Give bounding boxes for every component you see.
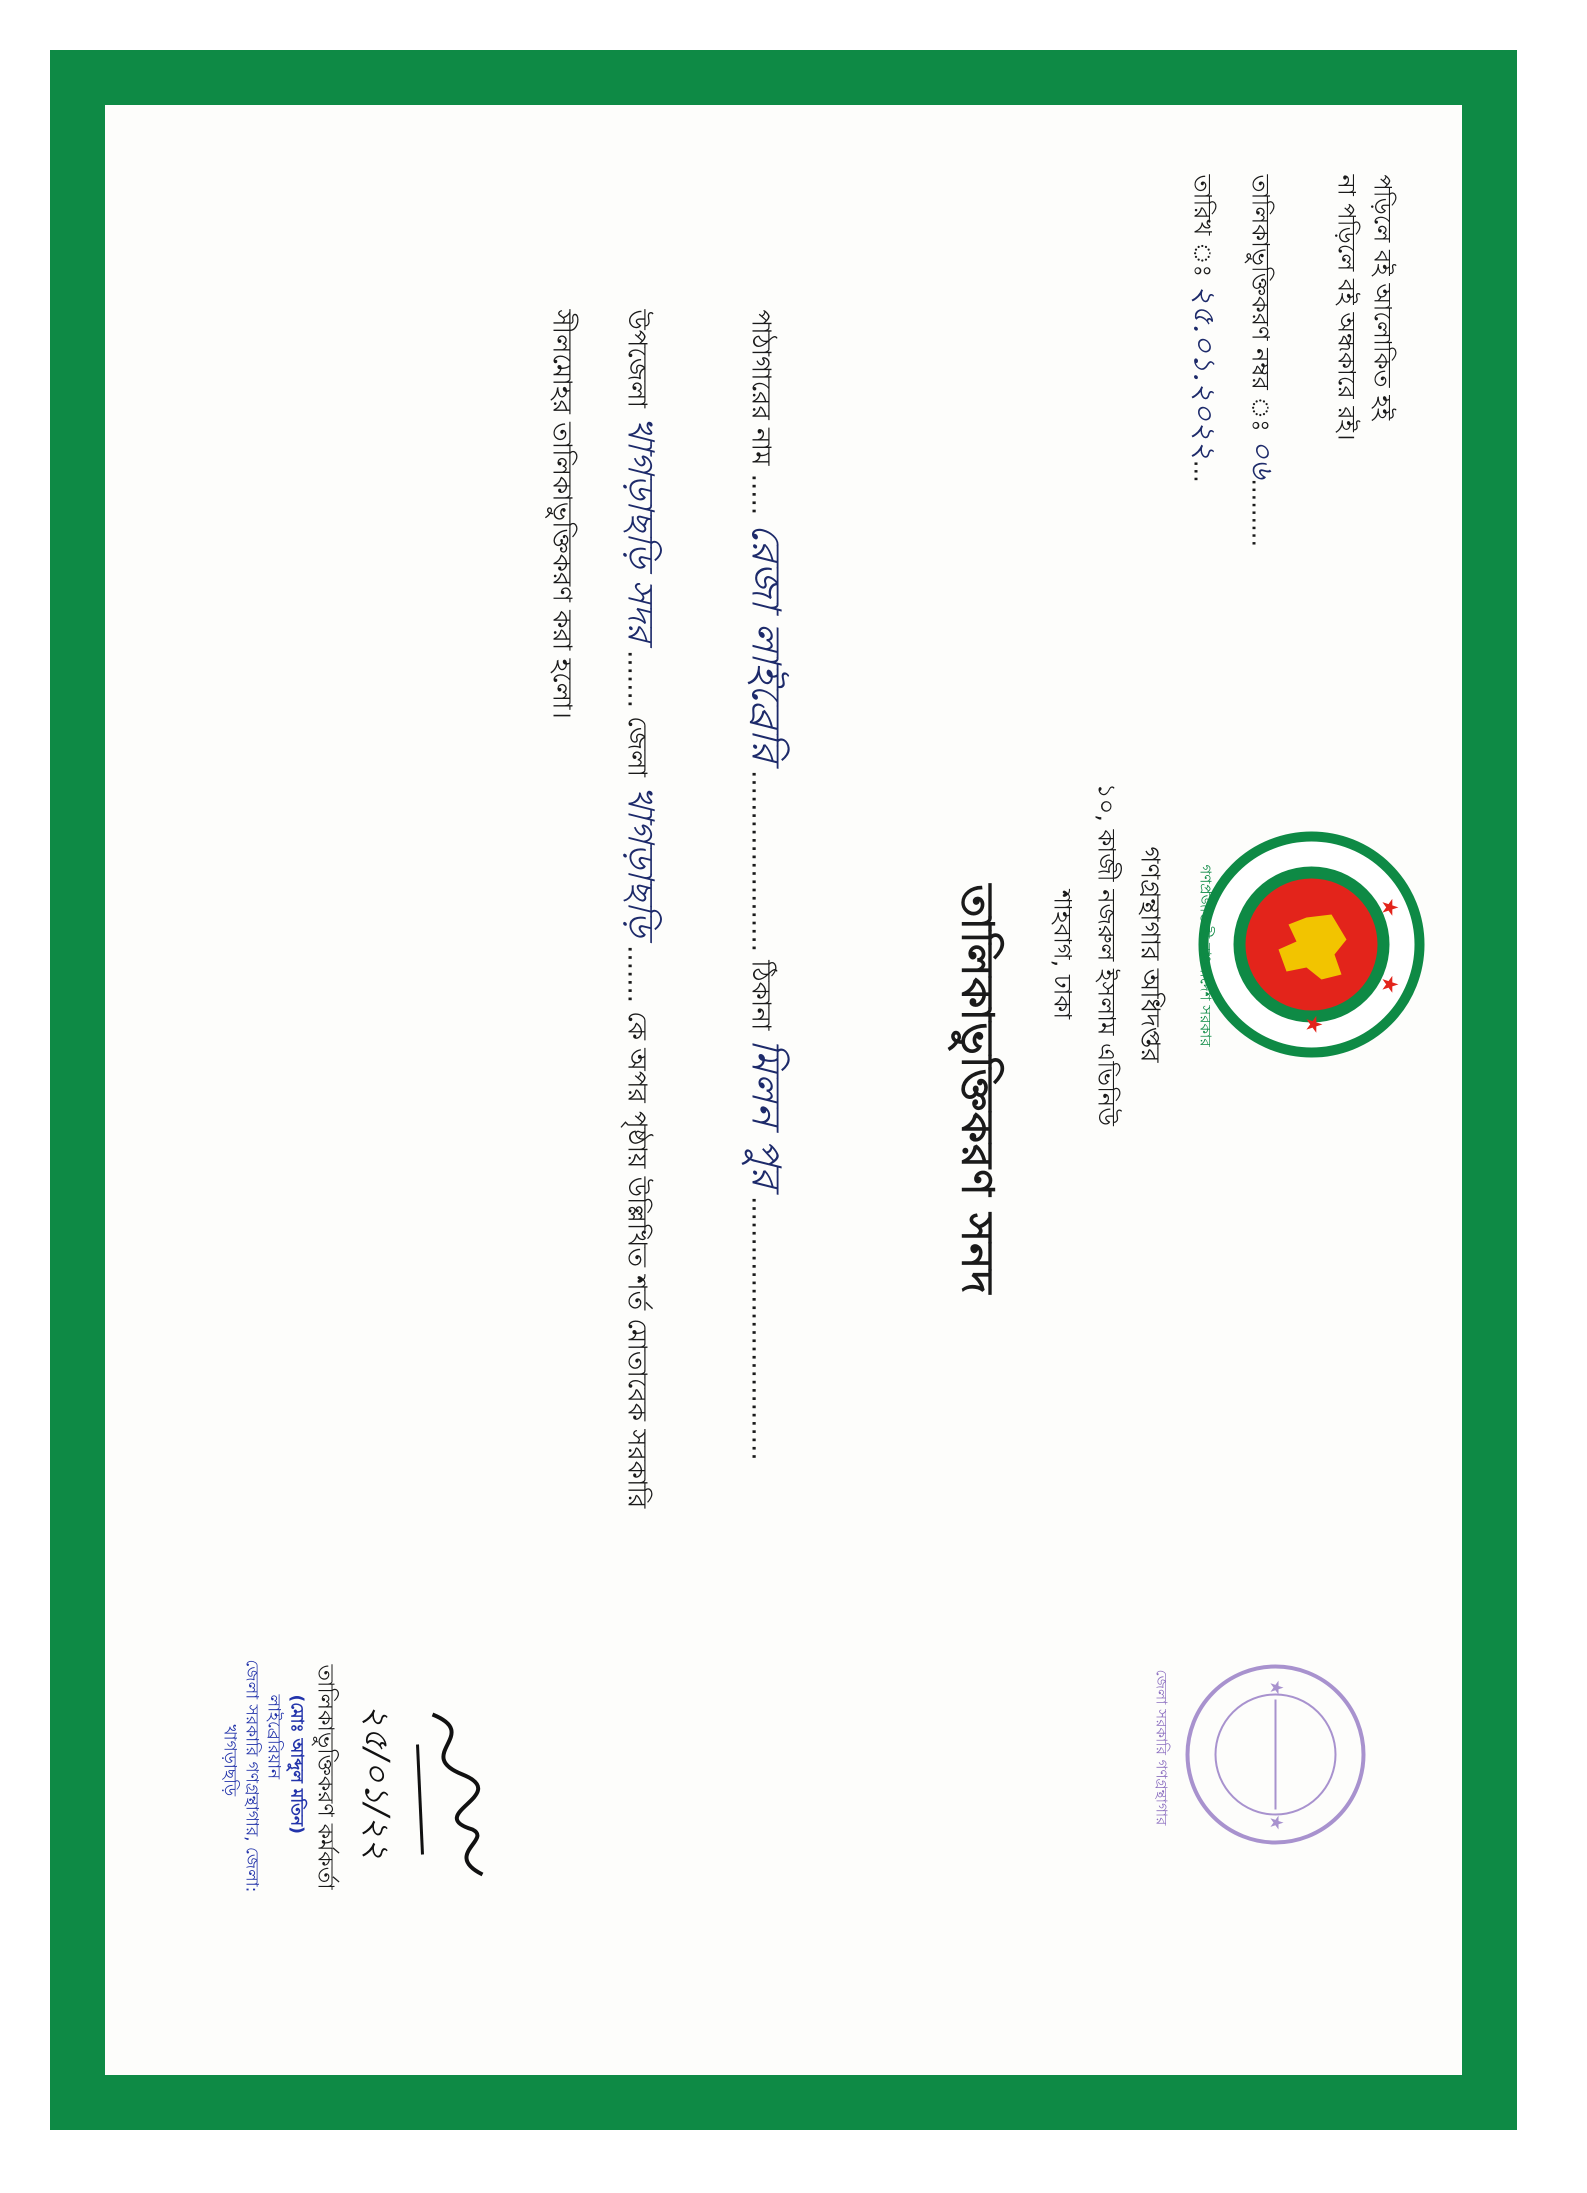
upazila-label: উপজেলা [621,309,652,409]
registration-number-label: তালিকাভুক্তিকরণ নম্বর ঃ [1246,174,1275,432]
district-value: খাগড়াছড়ি [619,785,661,937]
svg-text:★: ★ [1300,1014,1326,1035]
registration-date-row: তারিখ ঃ ২৫.০১.২০২২... [1186,174,1222,483]
library-name-label: পাঠাগারের নাম [745,309,776,466]
signature-role: তালিকাভুক্তিকরণ কর্মকর্তা [312,1664,338,1890]
motto-line-2: না পড়িলে বই অন্ধকারে রই। [1332,174,1361,441]
body-line-library-name: পাঠাগারের নাম ..... রেজা লাইব্রেরি ...................... ঠিকানা মিলন পুর ................................ [742,309,789,1461]
registration-date-label: তারিখ ঃ [1188,174,1217,278]
office-address-2: শাহবাগ, ঢাকা [1048,889,1077,1020]
body-line-upazila: উপজেলা খাগড়াছড়ি সদর ....... জেলা খাগড়াছড়ি ....... কে অপর পৃষ্ঠায় উল্লিখিত শর্ত মোতাবেক সরকারি [619,309,661,1509]
registration-number-row: তালিকাভুক্তিকরণ নম্বর ঃ ০৬......... [1244,174,1280,548]
svg-text:★: ★ [1265,1814,1287,1831]
library-name-value: রেজা লাইব্রেরি [742,523,789,762]
svg-text:★: ★ [1376,974,1402,995]
handwritten-signature [393,1705,503,1885]
registration-number-value: ০৬ [1244,439,1280,479]
district-suffix: কে অপর পৃষ্ঠায় উল্লিখিত শর্ত মোতাবেক সরকারি [621,1011,652,1509]
district-label: জেলা [621,716,652,777]
office-address-1: ১০, কাজী নজরুল ইসলাম এভিনিউ [1092,783,1121,1126]
signatory-district: খাগড়াছড়ি [219,1724,240,1797]
certificate-border [50,50,1517,2130]
motto-line-1: পড়িলে বই আলোকিত হই [1368,174,1397,421]
emblem-caption: গণপ্রজাতন্ত্রী বাংলাদেশ সরকার [1196,864,1215,1047]
bangladesh-govt-emblem [1197,830,1427,1060]
certificate-content [106,105,1463,2075]
address-value: মিলন পুর [742,1038,789,1188]
certificate-paper [105,105,1462,2075]
signature-date: ২৫/০১/২২ [356,1704,397,1860]
body-closing-line: সীলমোহর তালিকাভুক্তিকরণ করা হলো। [546,309,577,719]
upazila-value: খাগড়াছড়ি সদর [619,416,661,642]
certificate-title: তালিকাভুক্তিকরণ সনদ [951,884,1003,1295]
office-name: গণগ্রন্থাগার অধিদপ্তর [1134,846,1165,1063]
signatory-name: (মোঃ আব্দুল মতিন) [286,1694,307,1834]
svg-text:★: ★ [1376,897,1402,918]
svg-text:★: ★ [1265,1679,1287,1696]
signatory-office: জেলা সরকারি গণগ্রন্থাগার, জেলা: [241,1659,262,1893]
stamp-text: জেলা সরকারি গণগ্রন্থাগার [1152,1669,1171,1826]
district-library-stamp [1181,1660,1371,1850]
registration-date-value: ২৫.০১.২০২২ [1186,284,1222,460]
address-label: ঠিকানা [745,960,776,1031]
signatory-designation: লাইব্রেরিয়ান [263,1694,284,1780]
